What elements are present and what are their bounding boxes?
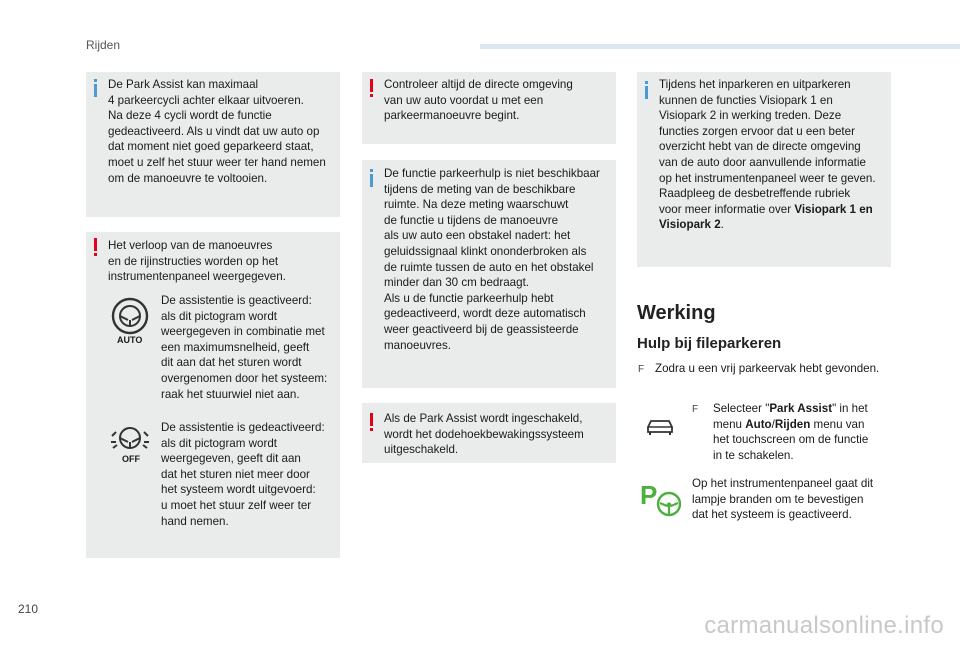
warning-text: Als de Park Assist wordt ingeschakeld, wordt het dodehoekbewakingssysteem uitgeschakeld. — [384, 412, 584, 457]
watermark: carmanualsonline.info — [704, 612, 944, 639]
visiopark-reference: Visiopark 1 en Visiopark 2 — [659, 202, 873, 232]
step-find-space: Zodra u een vrij parkeervak hebt gevonden. — [655, 362, 880, 375]
step-select-park-assist: Selecteer "Park Assist" in het menu Auto/Rijden menu van het touchscreen om de functie in te schakelen. — [713, 402, 869, 462]
warning-intro-text: Het verloop van de manoeuvres en de rijinstructies worden op het instrumentenpaneel weergegeven. — [108, 239, 286, 284]
warning-icon — [370, 413, 373, 426]
warning-box-blind-spot — [362, 403, 616, 463]
warning-icon — [370, 79, 373, 92]
park-assist-lamp-icon — [640, 482, 682, 518]
bullet-icon: F — [638, 364, 645, 375]
running-header: Rijden — [86, 38, 121, 52]
warning-box-manoeuvres — [86, 232, 340, 558]
menu-rijden-label: Rijden — [774, 417, 811, 431]
off-icon-label: OFF — [122, 454, 140, 464]
info-icon — [94, 84, 97, 97]
warning-icon — [94, 238, 97, 251]
p-letter: P — [640, 480, 658, 510]
car-park-assist-icon — [645, 418, 675, 436]
header-bar — [480, 44, 960, 49]
info-box-park-assist-cycles — [86, 72, 340, 217]
subsection-title: Hulp bij fileparkeren — [637, 335, 782, 352]
section-title: Werking — [637, 302, 716, 324]
auto-icon-label: AUTO — [117, 335, 143, 345]
park-assist-label: Park Assist — [769, 402, 833, 415]
info-icon — [645, 86, 648, 99]
menu-auto-label: Auto — [745, 417, 772, 431]
info-box-visiopark — [637, 72, 891, 267]
info-icon — [370, 174, 373, 187]
visiopark-text — [659, 77, 891, 233]
auto-text: De assistentie is geactiveerd: als dit pictogram wordt weergegeven in combinatie met een maximumsnelheid, geeft dit aan dat het sturen wordt overgenomen door het systeem: raak het stuurwiel niet aan. — [161, 294, 328, 401]
warning-box-check-surroundings — [362, 72, 616, 144]
visiopark-body: Tijdens het inparkeren en uitparkeren kunnen de functies Visiopark 1 en Visiopark 2 in werking treden. Deze functies zorgen ervoor dat u een beter overzicht hebt van de directe omgeving van de auto door aanvullende informatie op het instrumentenpaneel weer te geven. Raadpleeg de desbetreffende rubriek voor meer informatie over — [659, 78, 876, 216]
lamp-text: Op het instrumentenpaneel gaat dit lampje branden om te bevestigen dat het systeem is geactiveerd. — [692, 477, 874, 522]
info-text: De Park Assist kan maximaal 4 parkeercycli achter elkaar uitvoeren. Na deze 4 cycli wordt de functie gedeactiveerd. Als u vindt dat uw auto op dat moment niet goed geparkeerd staat, moet u zelf het stuur weer ter hand nemen om de manoeuvre te voltooien. — [108, 78, 326, 185]
bullet-icon: F — [692, 404, 699, 415]
info-box-parking-sensors — [362, 160, 616, 388]
info-text: De functie parkeerhulp is niet beschikbaar tijdens de meting van de beschikbare ruimte. Na deze meting waarschuwt de functie u tijdens de manoeuvre als uw auto een obstakel nadert: het geluidssignaal klinkt ononderbroken als de ruimte tussen de auto en het obstakel minder dan 30 cm bedraagt. Als u de functie parkeerhulp hebt gedeactiveerd, wordt deze automatisch weer geactiveerd bij de geassisteerde manoeuvres. — [384, 167, 600, 352]
visiopark-end: . — [720, 218, 724, 232]
warning-text: Controleer altijd de directe omgeving van uw auto voordat u met een parkeermanoeuvre begint. — [384, 78, 573, 123]
off-text: De assistentie is gedeactiveerd: als dit pictogram wordt weergegeven, geeft dit aan dat het sturen niet meer door het systeem wordt uitgevoerd: u moet het stuur zelf weer ter hand nemen. — [161, 421, 325, 528]
page-number: 210 — [18, 602, 39, 616]
